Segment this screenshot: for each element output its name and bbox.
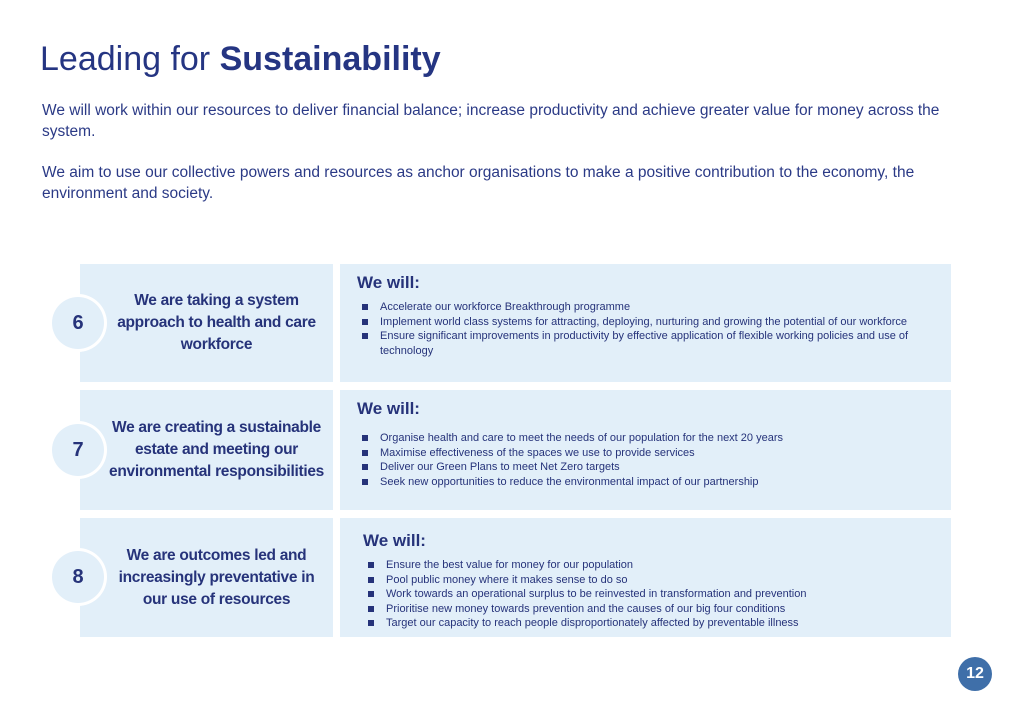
list-item: Seek new opportunities to reduce the environmental impact of our partnership [360,475,920,490]
commitment-row-6 [0,264,1024,382]
statement-text: We are creating a sustainable estate and meeting our environmental responsibilities [109,419,324,480]
actions-box [340,264,951,382]
action-list [366,558,926,631]
statement-box [80,390,333,510]
commitment-row-7 [0,390,1024,510]
page-number-badge: 12 [958,657,992,691]
list-item: Deliver our Green Plans to meet Net Zero targets [360,460,920,475]
list-item: Ensure significant improvements in productivity by effective application of flexible working policies and use of technology [360,329,920,358]
intro-paragraph-1: We will work within our resources to deliver financial balance; increase productivity and achieve greater value for money across the system. [42,102,940,140]
number-badge: 6 [52,297,104,349]
list-item: Pool public money where it makes sense to do so [366,573,926,588]
statement-box [80,264,333,382]
action-list [360,300,920,358]
statement-text: We are outcomes led and increasingly preventative in our use of resources [118,546,315,608]
list-item: Prioritise new money towards prevention and the causes of our big four conditions [366,602,926,617]
number-badge: 7 [52,424,104,476]
list-item: Accelerate our workforce Breakthrough programme [360,300,920,315]
commitment-row-8 [0,518,1024,637]
action-list [360,431,920,489]
list-item: Organise health and care to meet the needs of our population for the next 20 years [360,431,920,446]
statement-box [80,518,333,637]
list-item: Ensure the best value for money for our population [366,558,926,573]
title-bold: Sustainability [219,40,441,78]
number-badge: 8 [52,551,104,603]
actions-box [340,390,951,510]
intro-paragraph-2: We aim to use our collective powers and resources as anchor organisations to make a positive contribution to the economy, the environment and society. [42,164,915,202]
page-title [40,40,441,79]
list-item: Work towards an operational surplus to be reinvested in transformation and prevention [366,587,926,602]
we-will-heading: We will: [357,399,420,418]
list-item: Target our capacity to reach people disproportionately affected by preventable illness [366,616,926,631]
list-item: Maximise effectiveness of the spaces we use to provide services [360,446,920,461]
we-will-heading: We will: [363,531,426,550]
statement-text: We are taking a system approach to health and care workforce [117,292,316,353]
we-will-heading: We will: [357,273,420,292]
actions-box [340,518,951,637]
title-prefix: Leading for [40,40,220,78]
list-item: Implement world class systems for attracting, deploying, nurturing and growing the potential of our workforce [360,315,920,330]
